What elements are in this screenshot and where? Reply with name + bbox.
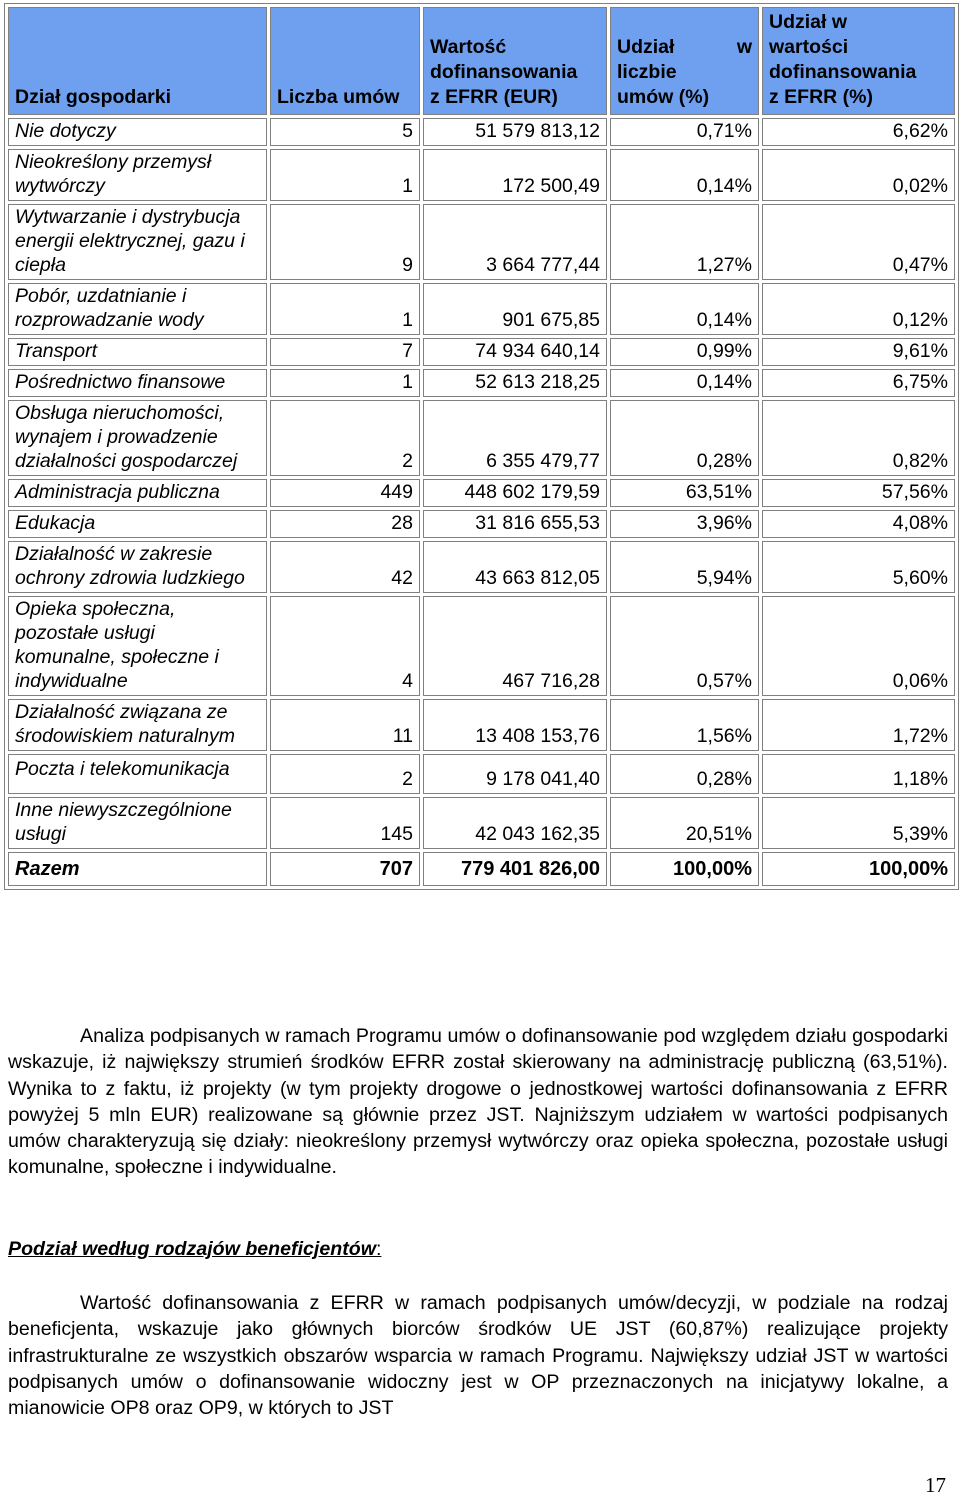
table-row [8, 400, 955, 476]
cell-share-value: 0,47% [762, 204, 955, 280]
cell-share-value: 0,02% [762, 149, 955, 201]
section-heading-text: Podział według rodzajów beneficjentów [8, 1238, 376, 1260]
page-number: 17 [925, 1473, 946, 1497]
beneficiaries-paragraph-text: Wartość dofinansowania z EFRR w ramach podpisanych umów/decyzji, w podziale na rodzaj beneficjenta, wskazuje jako głównych biorców środków UE JST (60,87%) realizujące projekty infrastrukturalne ze wszystkich obszarów wsparcia w ramach Programu. Największy udział JST w wartości podpisanych umów o dofinansowanie widoczny jest w OP przeznaczonych na inicjatywy lokalne, a mianowicie OP8 oraz OP9, w których to JST [8, 1292, 948, 1420]
cell-share-count: 0,14% [610, 149, 759, 201]
cell-sector [8, 797, 267, 849]
table-row [8, 699, 955, 751]
table-row [8, 204, 955, 280]
section-heading [8, 1236, 381, 1262]
cell-share-count: 0,28% [610, 400, 759, 476]
cell-share-count: 20,51% [610, 797, 759, 849]
cell-sector: Nie dotyczy [8, 118, 267, 146]
header-value-line2: dofinansowania [430, 61, 578, 83]
cell-count: 4 [270, 596, 420, 696]
header-share-count-line1b: w [736, 36, 752, 58]
cell-share-count: 63,51% [610, 479, 759, 507]
cell-sector [8, 204, 267, 280]
cell-count: 145 [270, 797, 420, 849]
cell-share-value: 5,60% [762, 541, 955, 593]
cell-sector [8, 283, 267, 335]
header-share-value-line3: dofinansowania [769, 61, 917, 83]
cell-sector-text: Inne niewyszczególnione usługi [15, 799, 232, 845]
cell-share-count: 5,94% [610, 541, 759, 593]
cell-sector [8, 699, 267, 751]
cell-total-share-value: 100,00% [762, 852, 955, 886]
cell-sector: Administracja publiczna [8, 479, 267, 507]
cell-count: 1 [270, 369, 420, 397]
table-header-row [8, 7, 955, 115]
cell-sector: Pośrednictwo finansowe [8, 369, 267, 397]
cell-share-count: 0,71% [610, 118, 759, 146]
header-share-count-line1 [617, 35, 752, 60]
cell-count: 2 [270, 400, 420, 476]
header-share-value-line1: Udział w [769, 11, 848, 33]
cell-share-value: 5,39% [762, 797, 955, 849]
cell-total-value: 779 401 826,00 [423, 852, 607, 886]
cell-value: 74 934 640,14 [423, 338, 607, 366]
cell-count: 9 [270, 204, 420, 280]
header-share-count-line1a: Udział [617, 36, 675, 58]
cell-value: 31 816 655,53 [423, 510, 607, 538]
cell-share-value: 57,56% [762, 479, 955, 507]
cell-sector-text: Wytwarzanie i dystrybucja energii elektrycznej, gazu i ciepła [15, 206, 245, 276]
cell-value: 52 613 218,25 [423, 369, 607, 397]
analysis-paragraph [8, 1023, 948, 1181]
section-heading-colon: : [375, 1238, 382, 1260]
cell-share-count: 3,96% [610, 510, 759, 538]
cell-total-share-count: 100,00% [610, 852, 759, 886]
cell-sector-text: Działalność związana ze środowiskiem naturalnym [15, 701, 235, 747]
header-value [423, 7, 607, 115]
sector-funding-table [4, 3, 959, 890]
cell-share-value: 0,12% [762, 283, 955, 335]
table-total-row [8, 852, 955, 886]
cell-value: 6 355 479,77 [423, 400, 607, 476]
header-value-line3: z EFRR (EUR) [430, 86, 558, 108]
table-row [8, 369, 955, 397]
cell-count: 11 [270, 699, 420, 751]
header-share-count [610, 7, 759, 115]
table-row [8, 754, 955, 794]
cell-sector: Transport [8, 338, 267, 366]
table-row [8, 283, 955, 335]
header-share-count-line2: liczbie [617, 61, 677, 83]
cell-value: 901 675,85 [423, 283, 607, 335]
cell-sector [8, 596, 267, 696]
cell-total-count: 707 [270, 852, 420, 886]
cell-share-value: 1,18% [762, 754, 955, 794]
cell-value: 172 500,49 [423, 149, 607, 201]
table-row [8, 479, 955, 507]
cell-value: 467 716,28 [423, 596, 607, 696]
cell-count: 5 [270, 118, 420, 146]
cell-share-value: 0,82% [762, 400, 955, 476]
cell-value: 9 178 041,40 [423, 754, 607, 794]
cell-count: 449 [270, 479, 420, 507]
cell-value: 448 602 179,59 [423, 479, 607, 507]
cell-share-count: 1,56% [610, 699, 759, 751]
header-share-count-line3: umów (%) [617, 86, 710, 108]
cell-count: 42 [270, 541, 420, 593]
table-row [8, 541, 955, 593]
cell-value: 3 664 777,44 [423, 204, 607, 280]
table-row [8, 797, 955, 849]
header-share-value [762, 7, 955, 115]
table-row [8, 596, 955, 696]
cell-share-value: 6,75% [762, 369, 955, 397]
cell-value: 51 579 813,12 [423, 118, 607, 146]
cell-total-label: Razem [8, 852, 267, 886]
cell-share-value: 6,62% [762, 118, 955, 146]
table-row [8, 149, 955, 201]
cell-sector-text: Obsługa nieruchomości, wynajem i prowadzenie działalności gospodarczej [15, 402, 238, 472]
header-value-line1: Wartość [430, 36, 507, 58]
header-count: Liczba umów [270, 7, 420, 115]
cell-value: 42 043 162,35 [423, 797, 607, 849]
cell-sector-text: Pobór, uzdatnianie i rozprowadzanie wody [15, 285, 204, 331]
cell-share-count: 0,99% [610, 338, 759, 366]
cell-share-value: 4,08% [762, 510, 955, 538]
table-row [8, 510, 955, 538]
cell-count: 28 [270, 510, 420, 538]
table-row [8, 338, 955, 366]
cell-sector: Nieokreślony przemysł wytwórczy [8, 149, 267, 201]
cell-value: 43 663 812,05 [423, 541, 607, 593]
cell-sector-text: Opieka społeczna, pozostałe usługi komunalne, społeczne i indywidualne [15, 598, 219, 692]
cell-count: 2 [270, 754, 420, 794]
table-row [8, 118, 955, 146]
analysis-paragraph-text: Analiza podpisanych w ramach Programu umów o dofinansowanie pod względem działu gospodarki wskazuje, iż największy strumień środków EFRR został skierowany na administrację publiczną (63,51%). Wynika to z faktu, iż projekty (w tym projekty drogowe o jednostkowej wartości dofinansowania z EFRR powyżej 5 mln EUR) realizowane są głównie przez JST. Najniższym udziałem w wartości podpisanych umów charakteryzują się działy: nieokreślony przemysł wytwórczy oraz opieka społeczna, pozostałe usługi komunalne, społeczne i indywidualne. [8, 1025, 948, 1179]
cell-count: 7 [270, 338, 420, 366]
cell-share-value: 0,06% [762, 596, 955, 696]
cell-sector: Edukacja [8, 510, 267, 538]
cell-count: 1 [270, 283, 420, 335]
cell-value: 13 408 153,76 [423, 699, 607, 751]
cell-sector [8, 541, 267, 593]
header-share-value-line2: wartości [769, 36, 849, 58]
cell-share-count: 1,27% [610, 204, 759, 280]
beneficiaries-paragraph [8, 1290, 948, 1421]
cell-share-count: 0,28% [610, 754, 759, 794]
cell-share-count: 0,14% [610, 283, 759, 335]
cell-sector: Poczta i telekomunikacja [8, 754, 267, 794]
cell-share-value: 1,72% [762, 699, 955, 751]
cell-sector [8, 400, 267, 476]
header-sector: Dział gospodarki [8, 7, 267, 115]
cell-share-value: 9,61% [762, 338, 955, 366]
cell-share-count: 0,14% [610, 369, 759, 397]
cell-sector-text: Działalność w zakresie ochrony zdrowia ludzkiego [15, 543, 245, 589]
cell-share-count: 0,57% [610, 596, 759, 696]
header-share-value-line4: z EFRR (%) [769, 86, 873, 108]
cell-count: 1 [270, 149, 420, 201]
